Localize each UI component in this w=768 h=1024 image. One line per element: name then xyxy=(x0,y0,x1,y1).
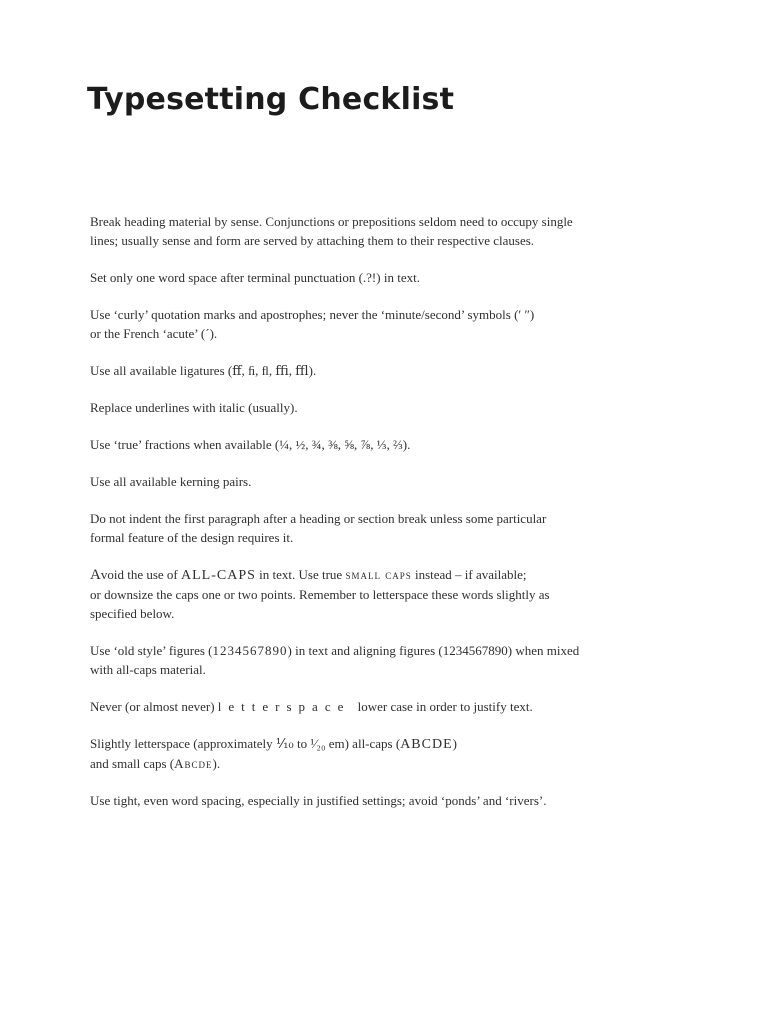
text-run: lower case in order to justify text. xyxy=(354,699,533,714)
item-text-line: Use all available kerning pairs. xyxy=(90,474,252,489)
text-run: void the use of xyxy=(100,567,181,582)
item-text-line xyxy=(90,641,630,660)
item-text-line: Use ‘curly’ quotation marks and apostrophes; never the ‘minute/second’ symbols (′ ″) xyxy=(90,307,535,322)
checklist-item-word-spacing xyxy=(90,791,630,810)
item-text-line: Use all available ligatures (ﬀ, ﬁ, ﬂ, ﬃ, ﬄ). xyxy=(90,363,317,378)
all-caps-sample: ALL-CAPS xyxy=(181,568,256,583)
checklist-item-underlines xyxy=(90,398,630,417)
item-text-line: lines; usually sense and form are served by attaching them to their respective clauses. xyxy=(90,233,535,248)
checklist-item-letterspace-lowercase xyxy=(90,697,630,716)
checklist-item-letterspace-caps xyxy=(90,734,630,773)
small-caps-sample: Abcde xyxy=(174,756,213,771)
item-text-line: Do not indent the first paragraph after a heading or section break unless some particular xyxy=(90,511,547,526)
checklist-item-all-caps xyxy=(90,565,630,623)
text-run: and small caps ( xyxy=(90,756,175,771)
checklist-item-kerning xyxy=(90,472,630,491)
checklist-item-figures xyxy=(90,641,630,679)
checklist xyxy=(90,212,630,828)
item-text-line: Use ‘true’ fractions when available (¼, ½, ¾, ⅜, ⅝, ⅞, ⅓, ⅔). xyxy=(90,437,411,452)
item-text-line: formal feature of the design requires it. xyxy=(90,530,294,545)
text-run: in text. Use true xyxy=(255,567,346,582)
text-run: Never (or almost never) xyxy=(90,699,218,714)
checklist-item-quotation-marks xyxy=(90,305,630,343)
letterspaced-sample: letterspace xyxy=(217,699,351,714)
item-text-line: Use tight, even word spacing, especially in justified settings; avoid ‘ponds’ and ‘rivers’. xyxy=(90,793,547,808)
text-run: ) in text and aligning figures (1234567890) when mixed xyxy=(287,643,580,658)
checklist-item-indent xyxy=(90,509,630,547)
item-text-line xyxy=(90,565,630,585)
all-caps-sample: ABCDE xyxy=(400,737,453,752)
item-text-line: specified below. xyxy=(90,606,175,621)
item-text-line xyxy=(90,697,630,716)
item-text-line: or the French ‘acute’ (´). xyxy=(90,326,218,341)
checklist-item-heading-breaks xyxy=(90,212,630,250)
small-caps-sample: small caps xyxy=(345,567,412,582)
item-text-line: Replace underlines with italic (usually). xyxy=(90,400,298,415)
item-text-line: Break heading material by sense. Conjunctions or prepositions seldom need to occupy single xyxy=(90,214,573,229)
text-run: ). xyxy=(212,756,221,771)
old-style-figures-sample: 1234567890 xyxy=(212,643,288,658)
checklist-item-fractions xyxy=(90,435,630,454)
text-run: Use ‘old style’ figures ( xyxy=(90,643,213,658)
checklist-item-word-space xyxy=(90,268,630,287)
item-text-line xyxy=(90,734,630,754)
item-text-line: Set only one word space after terminal punctuation (.?!) in text. xyxy=(90,270,420,285)
checklist-item-ligatures xyxy=(90,361,630,380)
item-text-line: or downsize the caps one or two points. Remember to letterspace these words slightly as xyxy=(90,587,550,602)
item-text-line xyxy=(90,754,630,773)
initial-letter: A xyxy=(90,567,101,583)
page-title: Typesetting Checklist xyxy=(87,82,455,117)
text-run: ) xyxy=(452,736,457,751)
text-run: Slightly letterspace (approximately ⅒ to ¹⁄₂₀ em) all-caps ( xyxy=(90,736,401,751)
text-run: instead – if available; xyxy=(411,567,527,582)
item-text-line: with all-caps material. xyxy=(90,662,206,677)
